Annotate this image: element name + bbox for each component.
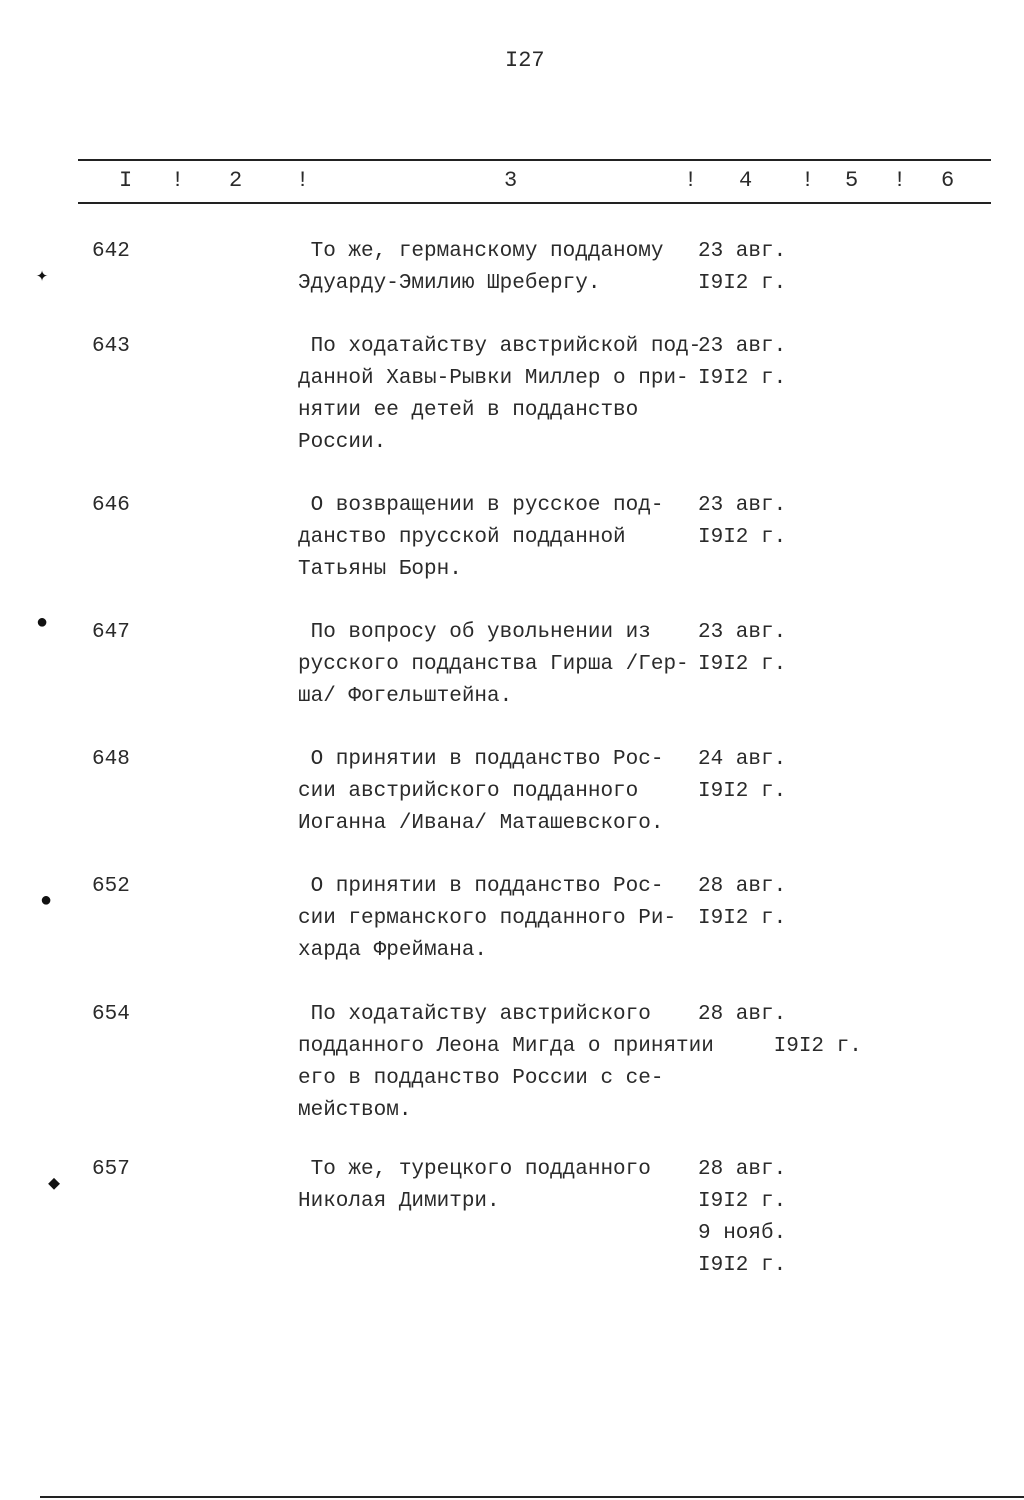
entry-description [298, 999, 714, 1127]
column-header-4: 4 [739, 168, 753, 193]
date-line: 28 авг. [698, 875, 787, 898]
entry-description [298, 236, 663, 300]
description-line: Эдуарду-Эмилию Шребергу. [298, 272, 601, 295]
description-line: Татьяны Борн. [298, 558, 462, 581]
column-separator: ! [801, 168, 815, 193]
entry-number: 642 [92, 240, 130, 263]
entry-number: 643 [92, 335, 130, 358]
date-line: 23 авг. [698, 621, 787, 644]
punch-hole-mark: ● [40, 890, 53, 913]
column-separator: ! [171, 168, 185, 193]
entry-number: 646 [92, 494, 130, 517]
description-line: О принятии в подданство Рос- [298, 875, 664, 898]
entry-number: 657 [92, 1158, 130, 1181]
date-line: I9I2 г. [698, 1035, 862, 1058]
punch-hole-mark: ✦ [36, 265, 49, 288]
entry-dates [698, 236, 786, 300]
description-line: О возвращении в русское под- [298, 494, 664, 517]
description-line: Иоганна /Ивана/ Маташевского. [298, 812, 664, 835]
punch-hole-mark: ◆ [48, 1173, 61, 1196]
description-line: То же, турецкого подданного [298, 1158, 651, 1181]
header-bottom-rule [78, 202, 991, 204]
description-line: сии австрийского подданного [298, 780, 639, 803]
description-line: подданного Леона Мигда о принятии [298, 1035, 714, 1058]
page-number: I27 [505, 48, 545, 73]
column-separator: ! [684, 168, 698, 193]
column-header-5: 5 [845, 168, 859, 193]
entry-description [298, 490, 663, 586]
entry-dates [698, 744, 786, 808]
column-separator: ! [296, 168, 310, 193]
entry-dates [698, 617, 786, 681]
description-line: харда Фреймана. [298, 939, 488, 962]
column-header-6: 6 [941, 168, 955, 193]
date-line: I9I2 г. [698, 780, 787, 803]
date-line: I9I2 г. [698, 272, 787, 295]
description-line: По ходатайству австрийской под- [298, 335, 702, 358]
date-line: 24 авг. [698, 748, 787, 771]
entry-number: 652 [92, 875, 130, 898]
column-header-1: I [119, 168, 133, 193]
entry-description [298, 331, 701, 459]
date-line: 28 авг. [698, 1158, 787, 1181]
description-line: То же, германскому подданому [298, 240, 664, 263]
description-line: По ходатайству австрийского [298, 1003, 651, 1026]
entry-number: 647 [92, 621, 130, 644]
date-line: I9I2 г. [698, 526, 787, 549]
date-line: I9I2 г. [698, 1254, 787, 1277]
description-line: сии германского подданного Ри- [298, 907, 677, 930]
entry-dates [698, 1154, 786, 1282]
entry-number: 648 [92, 748, 130, 771]
bottom-rule [40, 1496, 1024, 1498]
description-line: его в подданство России с се- [298, 1067, 664, 1090]
date-line: 23 авг. [698, 335, 787, 358]
date-line: 23 авг. [698, 494, 787, 517]
date-line: 23 авг. [698, 240, 787, 263]
description-line: России. [298, 431, 387, 454]
description-line: ша/ Фогельштейна. [298, 685, 513, 708]
punch-hole-mark: ● [36, 612, 49, 635]
column-separator: ! [893, 168, 907, 193]
description-line: О принятии в подданство Рос- [298, 748, 664, 771]
description-line: русского подданства Гирша /Гер- [298, 653, 689, 676]
column-header-3: 3 [504, 168, 518, 193]
entry-dates [698, 490, 786, 554]
entry-description [298, 617, 689, 713]
description-line: данной Хавы-Рывки Миллер о при- [298, 367, 689, 390]
description-line: Николая Димитри. [298, 1190, 500, 1213]
entry-dates [698, 871, 786, 935]
entry-dates [698, 331, 786, 395]
entry-description [298, 1154, 651, 1218]
date-line: I9I2 г. [698, 653, 787, 676]
description-line: По вопросу об увольнении из [298, 621, 651, 644]
entry-dates [698, 999, 862, 1063]
description-line: данство прусской подданной [298, 526, 626, 549]
description-line: нятии ее детей в подданство [298, 399, 639, 422]
entry-number: 654 [92, 1003, 130, 1026]
description-line: мейством. [298, 1099, 412, 1122]
column-header-2: 2 [229, 168, 243, 193]
entry-description [298, 871, 676, 967]
date-line: I9I2 г. [698, 1190, 787, 1213]
date-line: 28 авг. [698, 1003, 787, 1026]
entry-description [298, 744, 663, 840]
date-line: I9I2 г. [698, 907, 787, 930]
date-line: 9 нояб. [698, 1222, 787, 1245]
date-line: I9I2 г. [698, 367, 787, 390]
header-top-rule [78, 159, 991, 161]
